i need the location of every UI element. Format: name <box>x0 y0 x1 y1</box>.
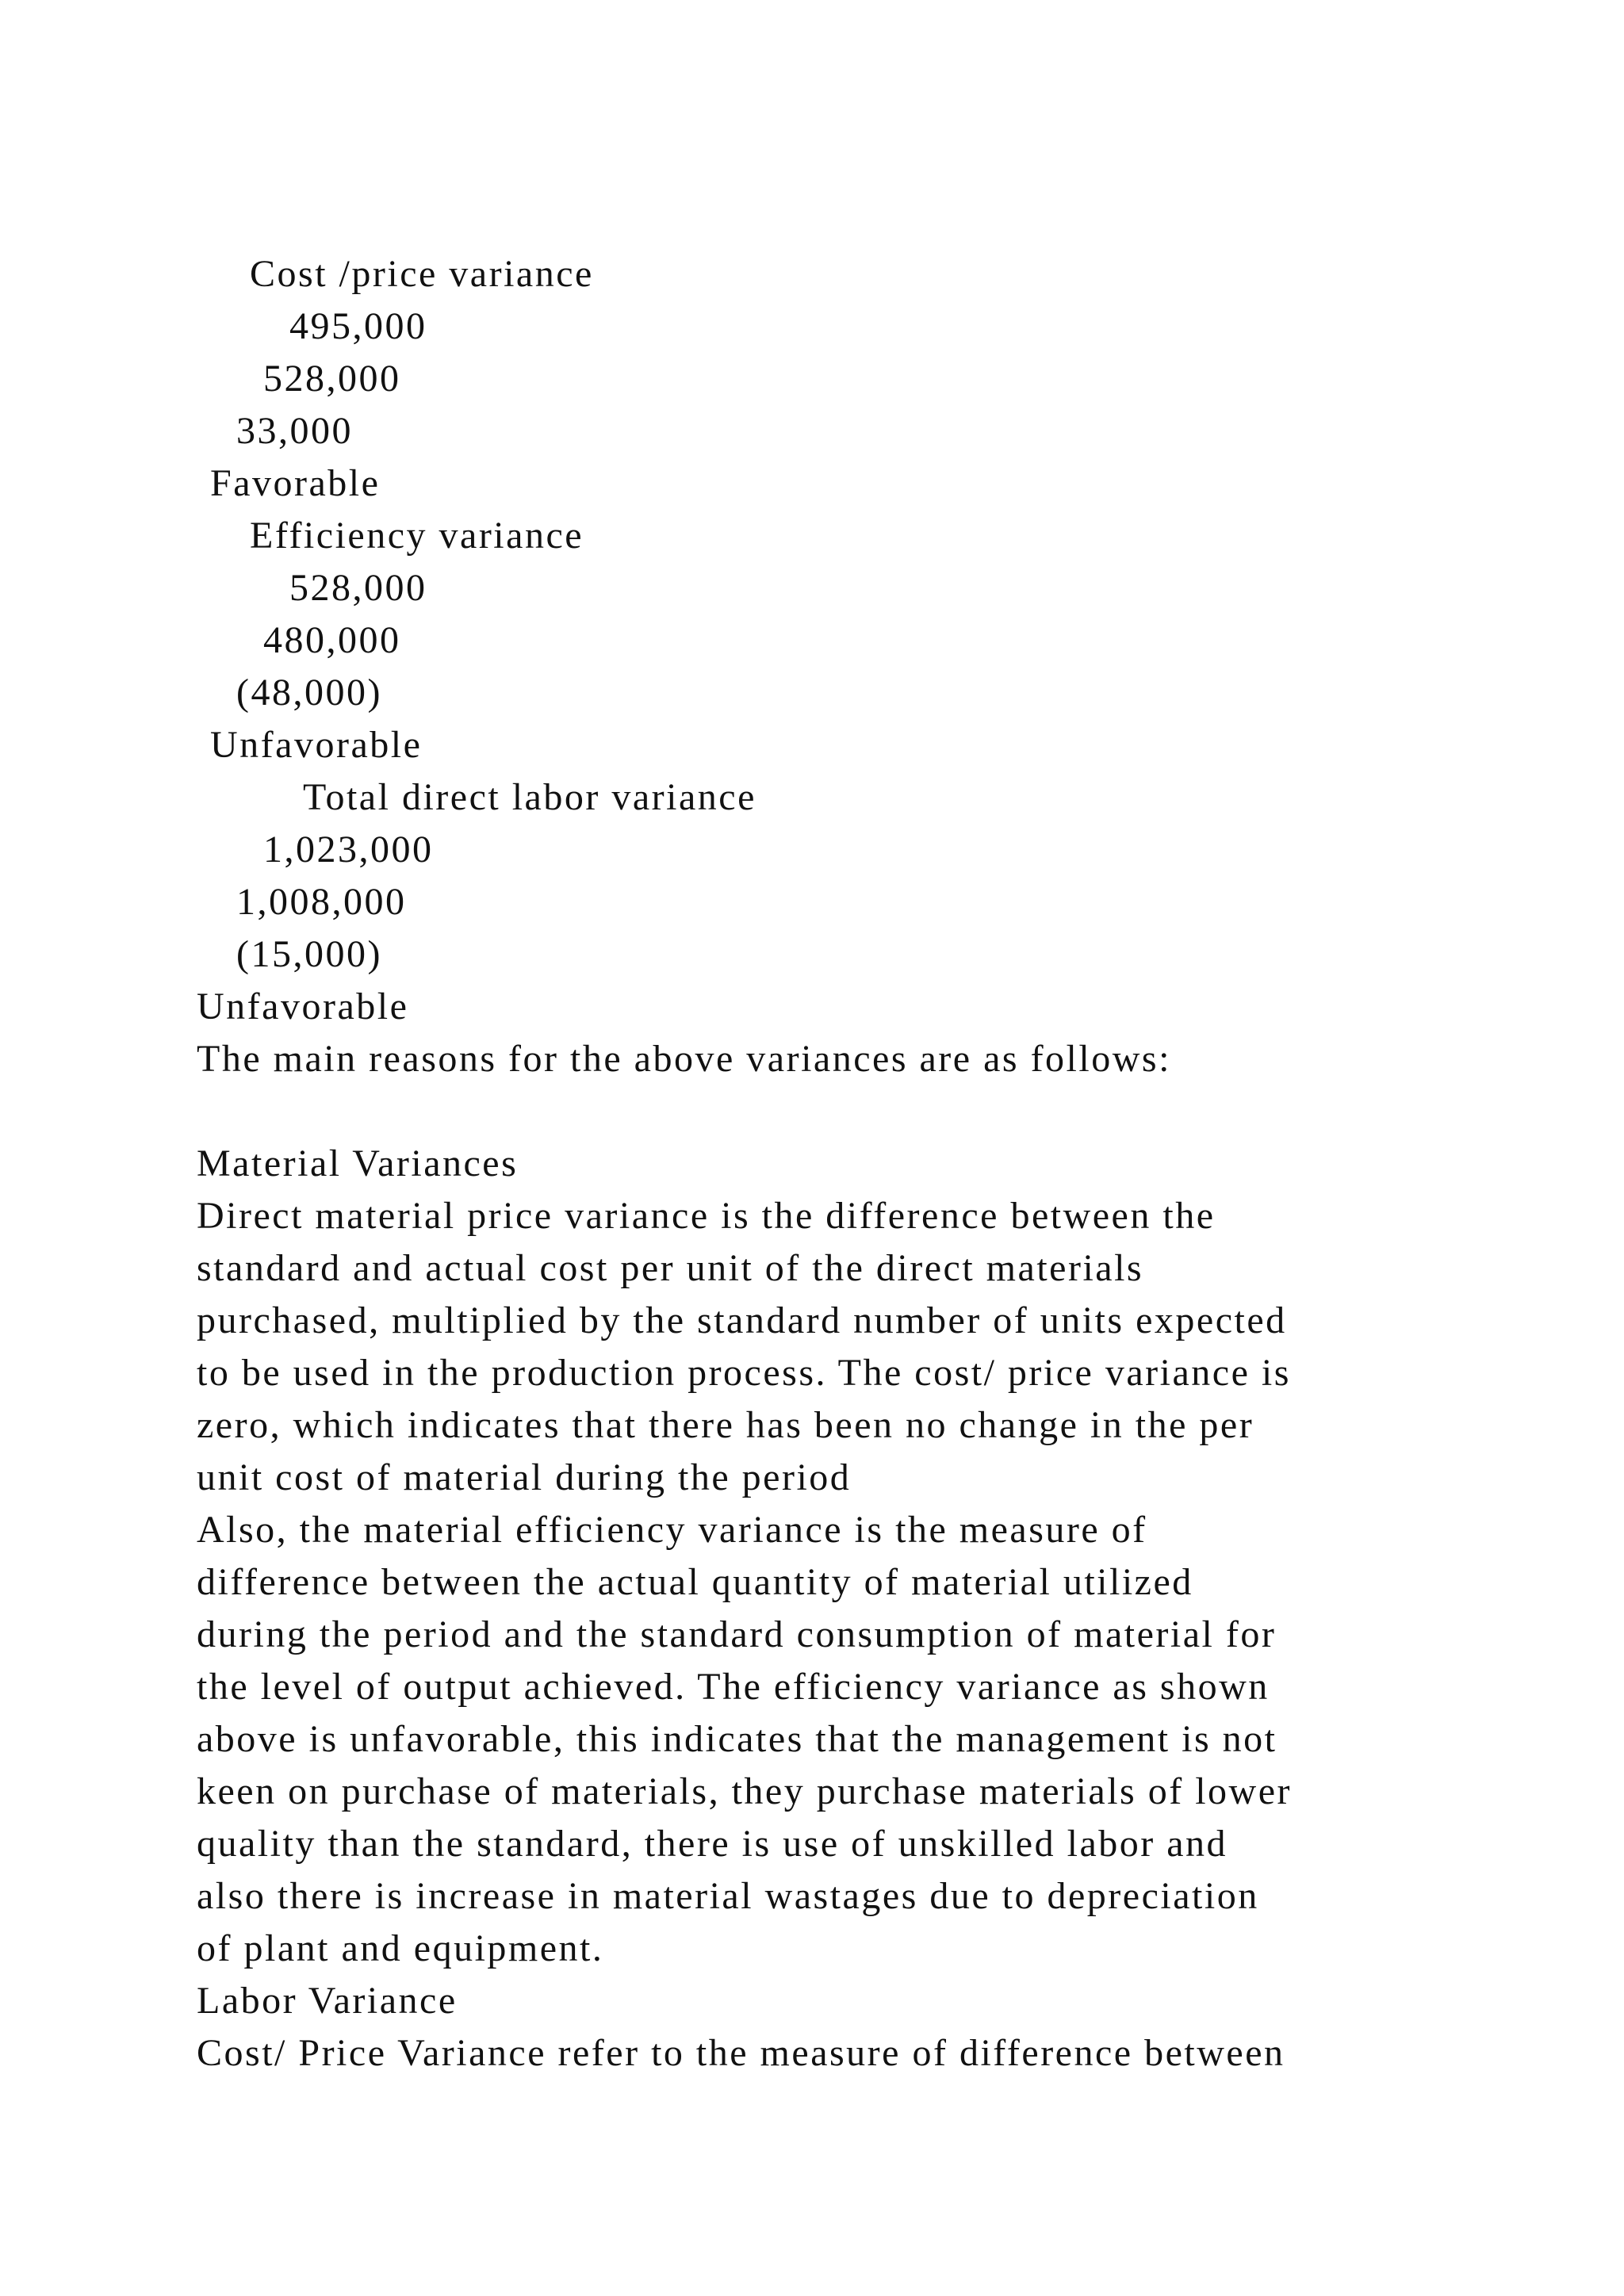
efficiency-variance-actual: 480,000 <box>263 619 401 661</box>
material-paragraph-2-line: during the period and the standard consumption of material for <box>197 1613 1277 1655</box>
efficiency-variance-amount: (48,000) <box>236 672 382 714</box>
material-paragraph-1-line: unit cost of material during the period <box>197 1456 852 1498</box>
labor-variance-heading: Labor Variance <box>197 1980 458 2022</box>
efficiency-variance-label: Efficiency variance <box>250 515 584 557</box>
material-paragraph-2-line: keen on purchase of materials, they purchase materials of lower <box>197 1770 1293 1812</box>
material-paragraph-2-line: difference between the actual quantity of material utilized <box>197 1561 1193 1603</box>
intro-sentence: The main reasons for the above variances are as follows: <box>197 1038 1171 1080</box>
material-paragraph-1-line: to be used in the production process. The cost/ price variance is <box>197 1352 1291 1394</box>
cost-price-variance-label: Cost /price variance <box>250 253 594 295</box>
material-paragraph-2-line: the level of output achieved. The efficiency variance as shown <box>197 1666 1270 1708</box>
material-paragraph-1-line: purchased, multiplied by the standard number of units expected <box>197 1299 1287 1341</box>
material-paragraph-2-line: quality than the standard, there is use of unskilled labor and <box>197 1823 1228 1865</box>
total-direct-labor-variance-amount: (15,000) <box>236 933 382 975</box>
material-paragraph-1-line: Direct material price variance is the difference between the <box>197 1195 1216 1237</box>
cost-price-variance-standard: 495,000 <box>289 305 427 347</box>
material-paragraph-1-line: zero, which indicates that there has been no change in the per <box>197 1404 1254 1446</box>
material-paragraph-2-line: of plant and equipment. <box>197 1927 604 1969</box>
cost-price-variance-actual: 528,000 <box>263 358 401 400</box>
material-paragraph-2-line: Also, the material efficiency variance is the measure of <box>197 1509 1147 1551</box>
material-paragraph-1-line: standard and actual cost per unit of the direct materials <box>197 1247 1144 1289</box>
labor-paragraph-line: Cost/ Price Variance refer to the measure of difference between <box>197 2032 1285 2074</box>
cost-price-variance-status: Favorable <box>210 462 381 504</box>
efficiency-variance-status: Unfavorable <box>210 724 423 766</box>
material-paragraph-2-line: also there is increase in material wastages due to depreciation <box>197 1875 1259 1917</box>
total-direct-labor-variance-status: Unfavorable <box>197 985 409 1027</box>
material-variances-heading: Material Variances <box>197 1142 519 1184</box>
total-direct-labor-variance-label: Total direct labor variance <box>303 776 756 818</box>
cost-price-variance-amount: 33,000 <box>236 410 353 452</box>
total-direct-labor-variance-standard: 1,023,000 <box>263 828 434 871</box>
total-direct-labor-variance-actual: 1,008,000 <box>236 881 407 923</box>
material-paragraph-2-line: above is unfavorable, this indicates that the management is not <box>197 1718 1277 1760</box>
efficiency-variance-standard: 528,000 <box>289 567 427 609</box>
